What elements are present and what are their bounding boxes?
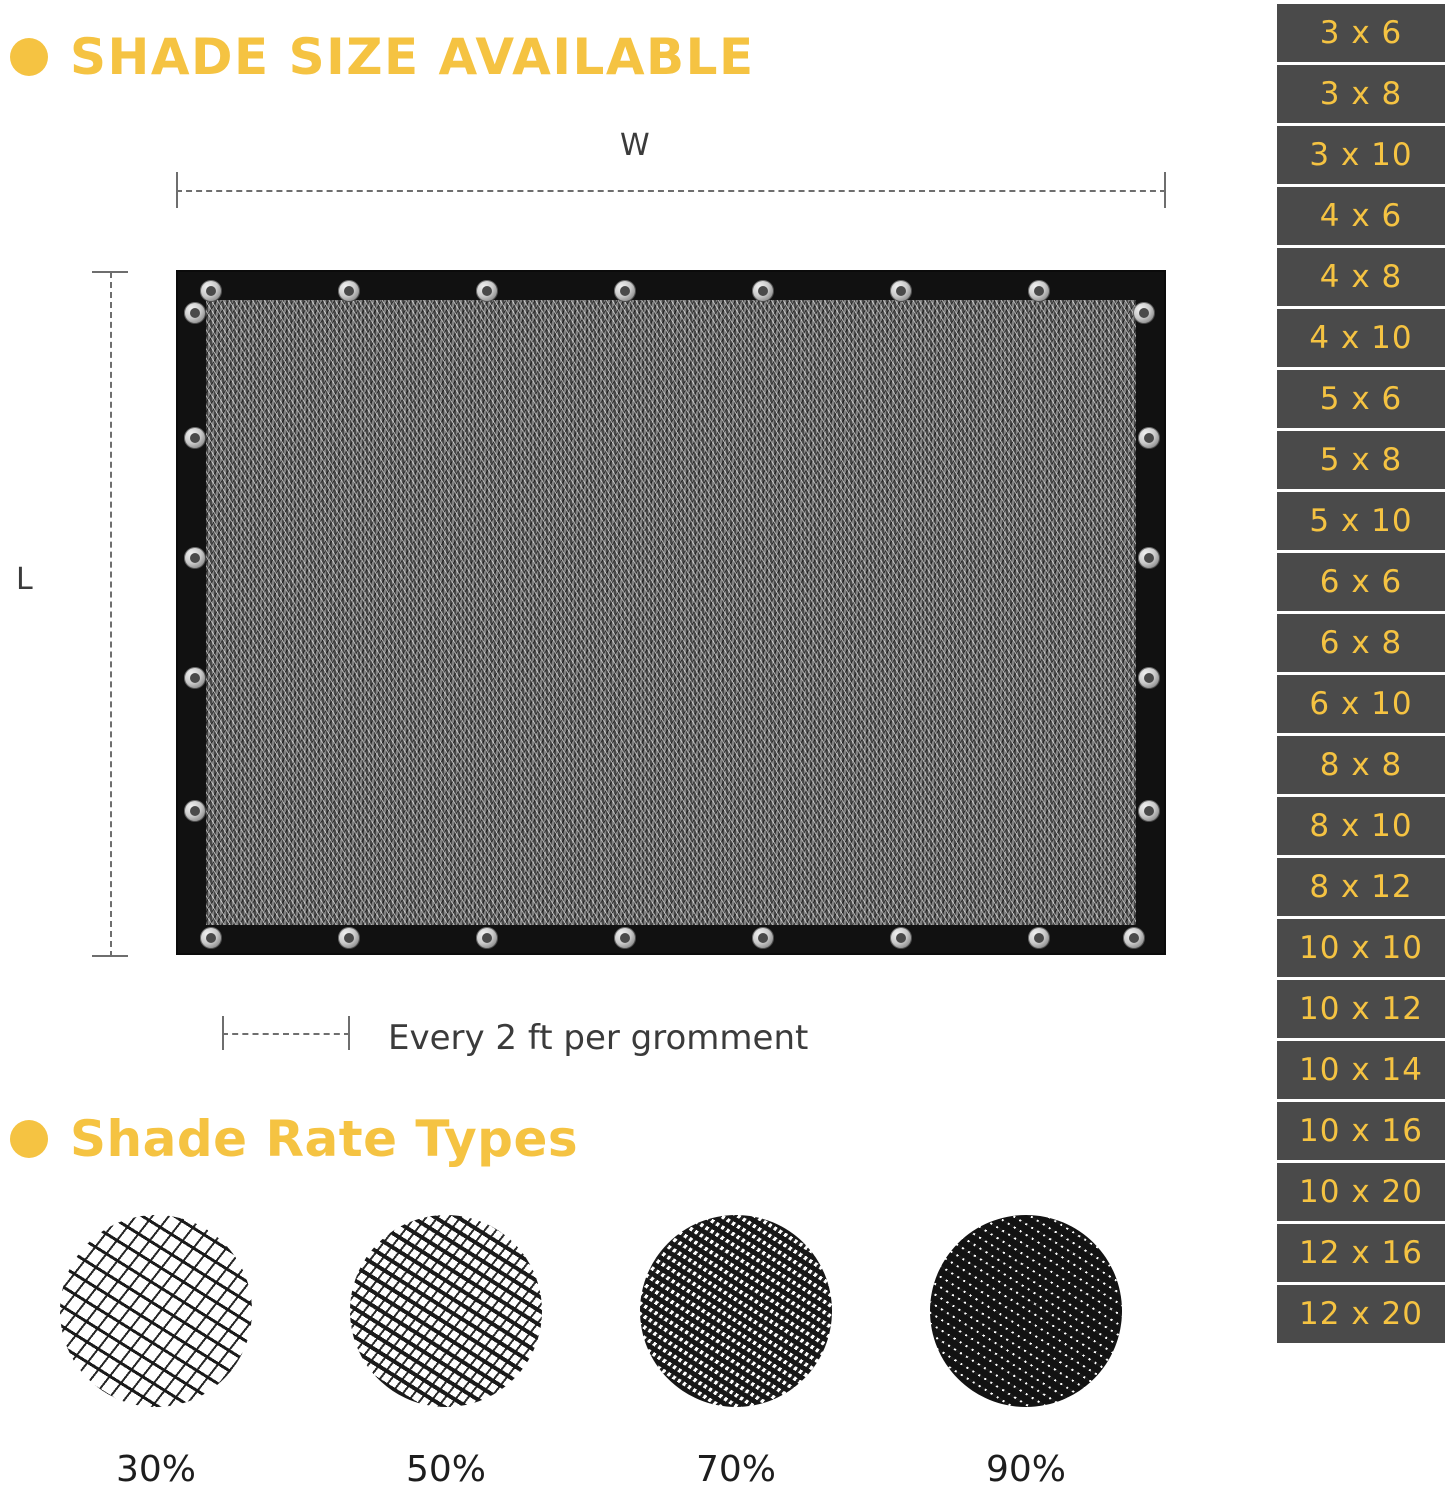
shade-rate-item-50	[350, 1215, 542, 1490]
grommet	[1123, 927, 1145, 949]
grommet	[1133, 302, 1155, 324]
width-measure-tick-right	[1164, 172, 1166, 208]
shade-rate-item-90	[930, 1215, 1122, 1490]
grommet	[200, 927, 222, 949]
width-label: W	[620, 128, 650, 163]
grommet-spacing-tick-left	[222, 1016, 224, 1050]
grommet-spacing-note: Every 2 ft per gromment	[388, 1018, 809, 1058]
grommet	[1138, 667, 1160, 689]
grommet	[1138, 427, 1160, 449]
grommet	[184, 427, 206, 449]
width-measure-line	[176, 190, 1166, 192]
shade-rate-swatch-70	[640, 1215, 832, 1407]
grommet	[1138, 547, 1160, 569]
size-chip: 6 x 10	[1277, 675, 1445, 733]
grommet	[476, 280, 498, 302]
grommet	[890, 280, 912, 302]
grommet-spacing-line	[222, 1033, 350, 1035]
shade-rate-swatch-50	[350, 1215, 542, 1407]
shade-rate-swatch-30	[60, 1215, 252, 1407]
size-chip: 8 x 8	[1277, 736, 1445, 794]
size-chip: 3 x 10	[1277, 126, 1445, 184]
grommet	[338, 280, 360, 302]
shade-rate-item-70	[640, 1215, 832, 1490]
size-chip: 3 x 6	[1277, 4, 1445, 62]
size-chip: 8 x 12	[1277, 858, 1445, 916]
grommet	[184, 667, 206, 689]
length-measure-tick-bottom	[92, 955, 128, 957]
available-size-list	[1277, 0, 1445, 1485]
grommet	[1138, 800, 1160, 822]
grommet	[200, 280, 222, 302]
shade-rate-swatch-90	[930, 1215, 1122, 1407]
width-measure-tick-left	[176, 172, 178, 208]
shade-rate-label-90: 90%	[985, 1449, 1066, 1490]
size-chip: 10 x 14	[1277, 1041, 1445, 1099]
section-title-shade-size: SHADE SIZE AVAILABLE	[70, 28, 755, 86]
shade-rate-label-70: 70%	[695, 1449, 776, 1490]
grommet	[476, 927, 498, 949]
grommet	[890, 927, 912, 949]
grommet	[338, 927, 360, 949]
size-chip: 12 x 20	[1277, 1285, 1445, 1343]
length-measure-line	[110, 272, 112, 957]
size-chip: 5 x 6	[1277, 370, 1445, 428]
shade-mesh-texture	[206, 300, 1136, 925]
grommet	[184, 302, 206, 324]
length-label: L	[16, 562, 33, 597]
size-chip: 10 x 12	[1277, 980, 1445, 1038]
size-chip: 8 x 10	[1277, 797, 1445, 855]
size-chip: 5 x 10	[1277, 492, 1445, 550]
size-chip: 6 x 6	[1277, 553, 1445, 611]
shade-rate-item-30	[60, 1215, 252, 1490]
size-chip: 12 x 16	[1277, 1224, 1445, 1282]
grommet	[1028, 280, 1050, 302]
grommet	[1028, 927, 1050, 949]
bullet-dot-icon	[10, 1120, 48, 1158]
size-chip: 10 x 16	[1277, 1102, 1445, 1160]
size-chip: 5 x 8	[1277, 431, 1445, 489]
grommet	[614, 280, 636, 302]
shade-rate-list	[60, 1215, 1210, 1490]
grommet	[614, 927, 636, 949]
size-chip: 10 x 20	[1277, 1163, 1445, 1221]
grommet-spacing-tick-right	[348, 1016, 350, 1050]
size-chip: 4 x 8	[1277, 248, 1445, 306]
shade-rate-label-30: 30%	[115, 1449, 196, 1490]
grommet	[752, 280, 774, 302]
grommet	[184, 547, 206, 569]
grommet	[184, 800, 206, 822]
size-chip: 6 x 8	[1277, 614, 1445, 672]
size-chip: 4 x 10	[1277, 309, 1445, 367]
section-title-shade-rate: Shade Rate Types	[70, 1110, 579, 1168]
size-chip: 10 x 10	[1277, 919, 1445, 977]
shade-cloth-panel	[176, 270, 1166, 955]
grommet	[752, 927, 774, 949]
size-chip: 4 x 6	[1277, 187, 1445, 245]
size-chip: 3 x 8	[1277, 65, 1445, 123]
length-measure-tick-top	[92, 271, 128, 273]
section-heading-shade-rate	[10, 1110, 578, 1168]
shade-rate-label-50: 50%	[405, 1449, 486, 1490]
